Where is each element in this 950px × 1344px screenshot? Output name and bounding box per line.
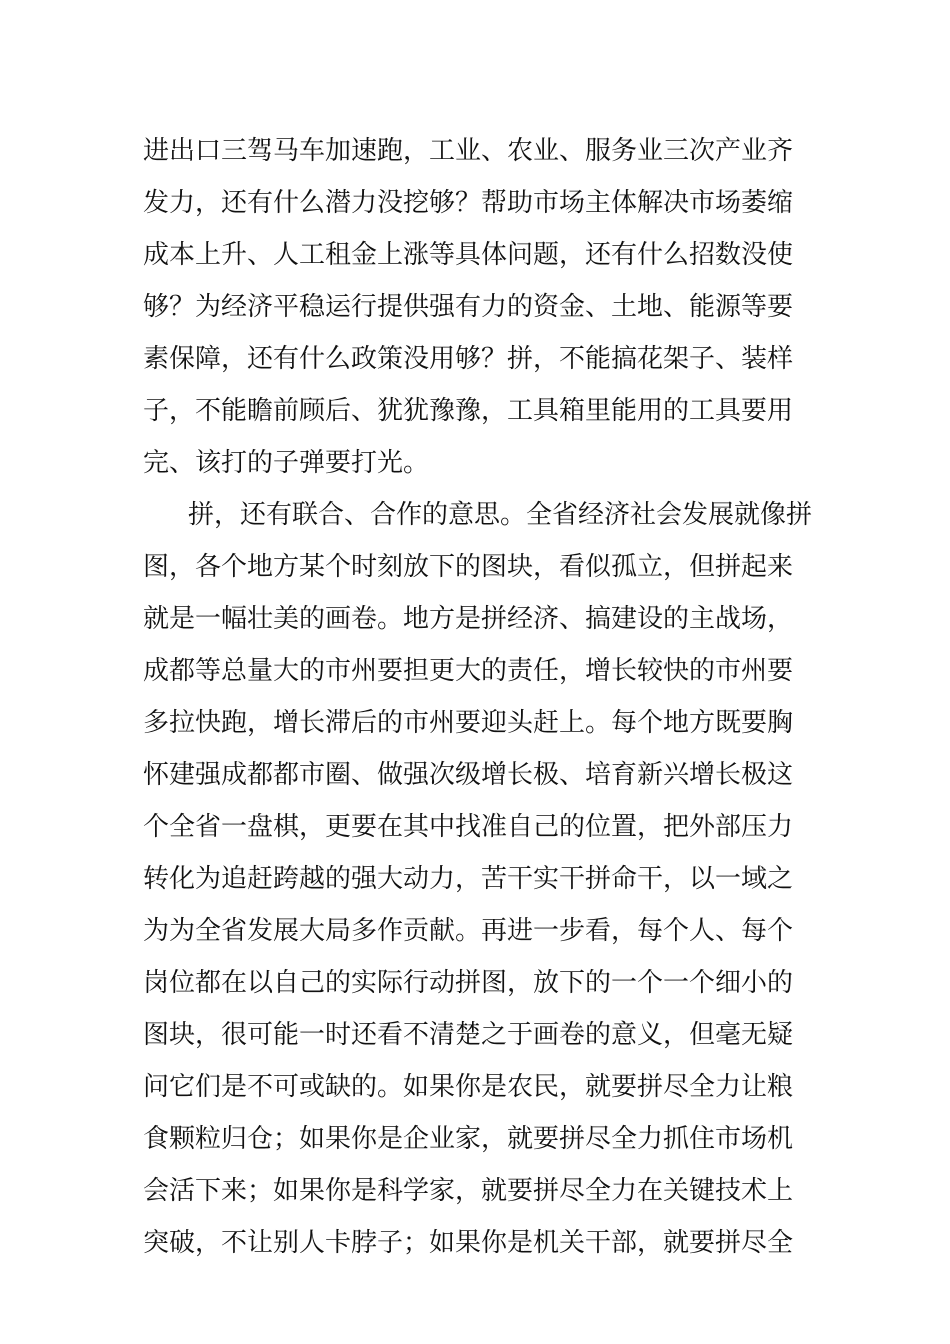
text-line: 够？为经济平稳运行提供强有力的资金、土地、能源等要 [143,292,794,322]
text-line: 成都等总量大的市州要担更大的责任，增长较快的市州要 [143,656,794,686]
text-line: 转化为追赶跨越的强大动力，苦干实干拼命干，以一域之 [143,864,794,894]
paragraph-first-line: 拼，还有联合、合作的意思。全省经济社会发展就像拼 [188,500,813,530]
body-text [143,125,813,1269]
text-line: 岗位都在以自己的实际行动拼图，放下的一个一个细小的 [143,968,794,998]
text-line: 进出口三驾马车加速跑，工业、农业、服务业三次产业齐 [143,136,794,166]
text-line: 就是一幅壮美的画卷。地方是拼经济、搞建设的主战场， [143,604,794,634]
text-line: 个全省一盘棋，更要在其中找准自己的位置，把外部压力 [143,812,794,842]
text-line: 图，各个地方某个时刻放下的图块，看似孤立，但拼起来 [143,552,794,582]
text-line: 为为全省发展大局多作贡献。再进一步看，每个人、每个 [143,916,794,946]
text-line: 成本上升、人工租金上涨等具体问题，还有什么招数没使 [143,240,794,270]
text-line: 突破，不让别人卡脖子；如果你是机关干部，就要拼尽全 [143,1228,794,1258]
text-line: 会活下来；如果你是科学家，就要拼尽全力在关键技术上 [143,1176,794,1206]
text-line: 怀建强成都都市圈、做强次级增长极、培育新兴增长极这 [143,760,794,790]
text-line: 食颗粒归仓；如果你是企业家，就要拼尽全力抓住市场机 [143,1124,794,1154]
text-line: 图块，很可能一时还看不清楚之于画卷的意义，但毫无疑 [143,1020,794,1050]
text-line: 多拉快跑，增长滞后的市州要迎头赶上。每个地方既要胸 [143,708,794,738]
text-line: 素保障，还有什么政策没用够？拼，不能搞花架子、装样 [143,344,794,374]
text-line: 问它们是不可或缺的。如果你是农民，就要拼尽全力让粮 [143,1072,794,1102]
text-line: 发力，还有什么潜力没挖够？帮助市场主体解决市场萎缩 [143,188,794,218]
text-line: 子，不能瞻前顾后、犹犹豫豫，工具箱里能用的工具要用 [143,396,794,426]
text-line: 完、该打的子弹要打光。 [143,448,430,478]
